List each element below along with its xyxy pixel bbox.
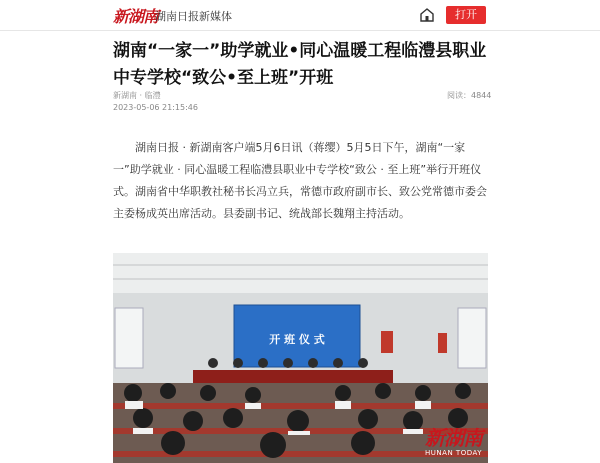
article-source: 新湖南 · 临澧 — [113, 91, 161, 100]
article-body: 湖南日报 · 新湖南客户端5月6日讯（蒋缨）5月5日下午，湖南“一家一”助学就业 · 同心温暖工程临澧县职业中专学校“致公 · 至上班”举行开班仪式。湖南省中华职教社秘书长冯立兵，常德市政府副市长、致公党常德市委会主委杨成英出席活动。县委副书记、统战部长魏翔主持活动。 — [113, 141, 487, 220]
screen-title: 开 班 仪 式 — [269, 333, 325, 346]
article-title: 湖南“一家一”助学就业•同心温暖工程临澧县职业中专学校“致公•至上班”开班 — [113, 41, 487, 88]
photo-watermark — [425, 422, 482, 457]
read-count: 阅读：4844 — [447, 91, 492, 100]
article-time: 2023-05-06 21:15:46 — [113, 103, 198, 112]
home-icon[interactable] — [418, 6, 436, 24]
watermark-logo: 新湖南 — [425, 426, 482, 450]
app-logo[interactable]: 新湖南 — [113, 7, 159, 26]
article-photo[interactable] — [113, 253, 488, 463]
article-meta — [113, 90, 198, 112]
open-app-button[interactable]: 打开 — [446, 6, 486, 24]
top-bar — [0, 0, 600, 31]
watermark-subtitle: HUNAN TODAY — [425, 449, 482, 457]
brand-name: 湖南日报新媒体 — [155, 10, 232, 23]
